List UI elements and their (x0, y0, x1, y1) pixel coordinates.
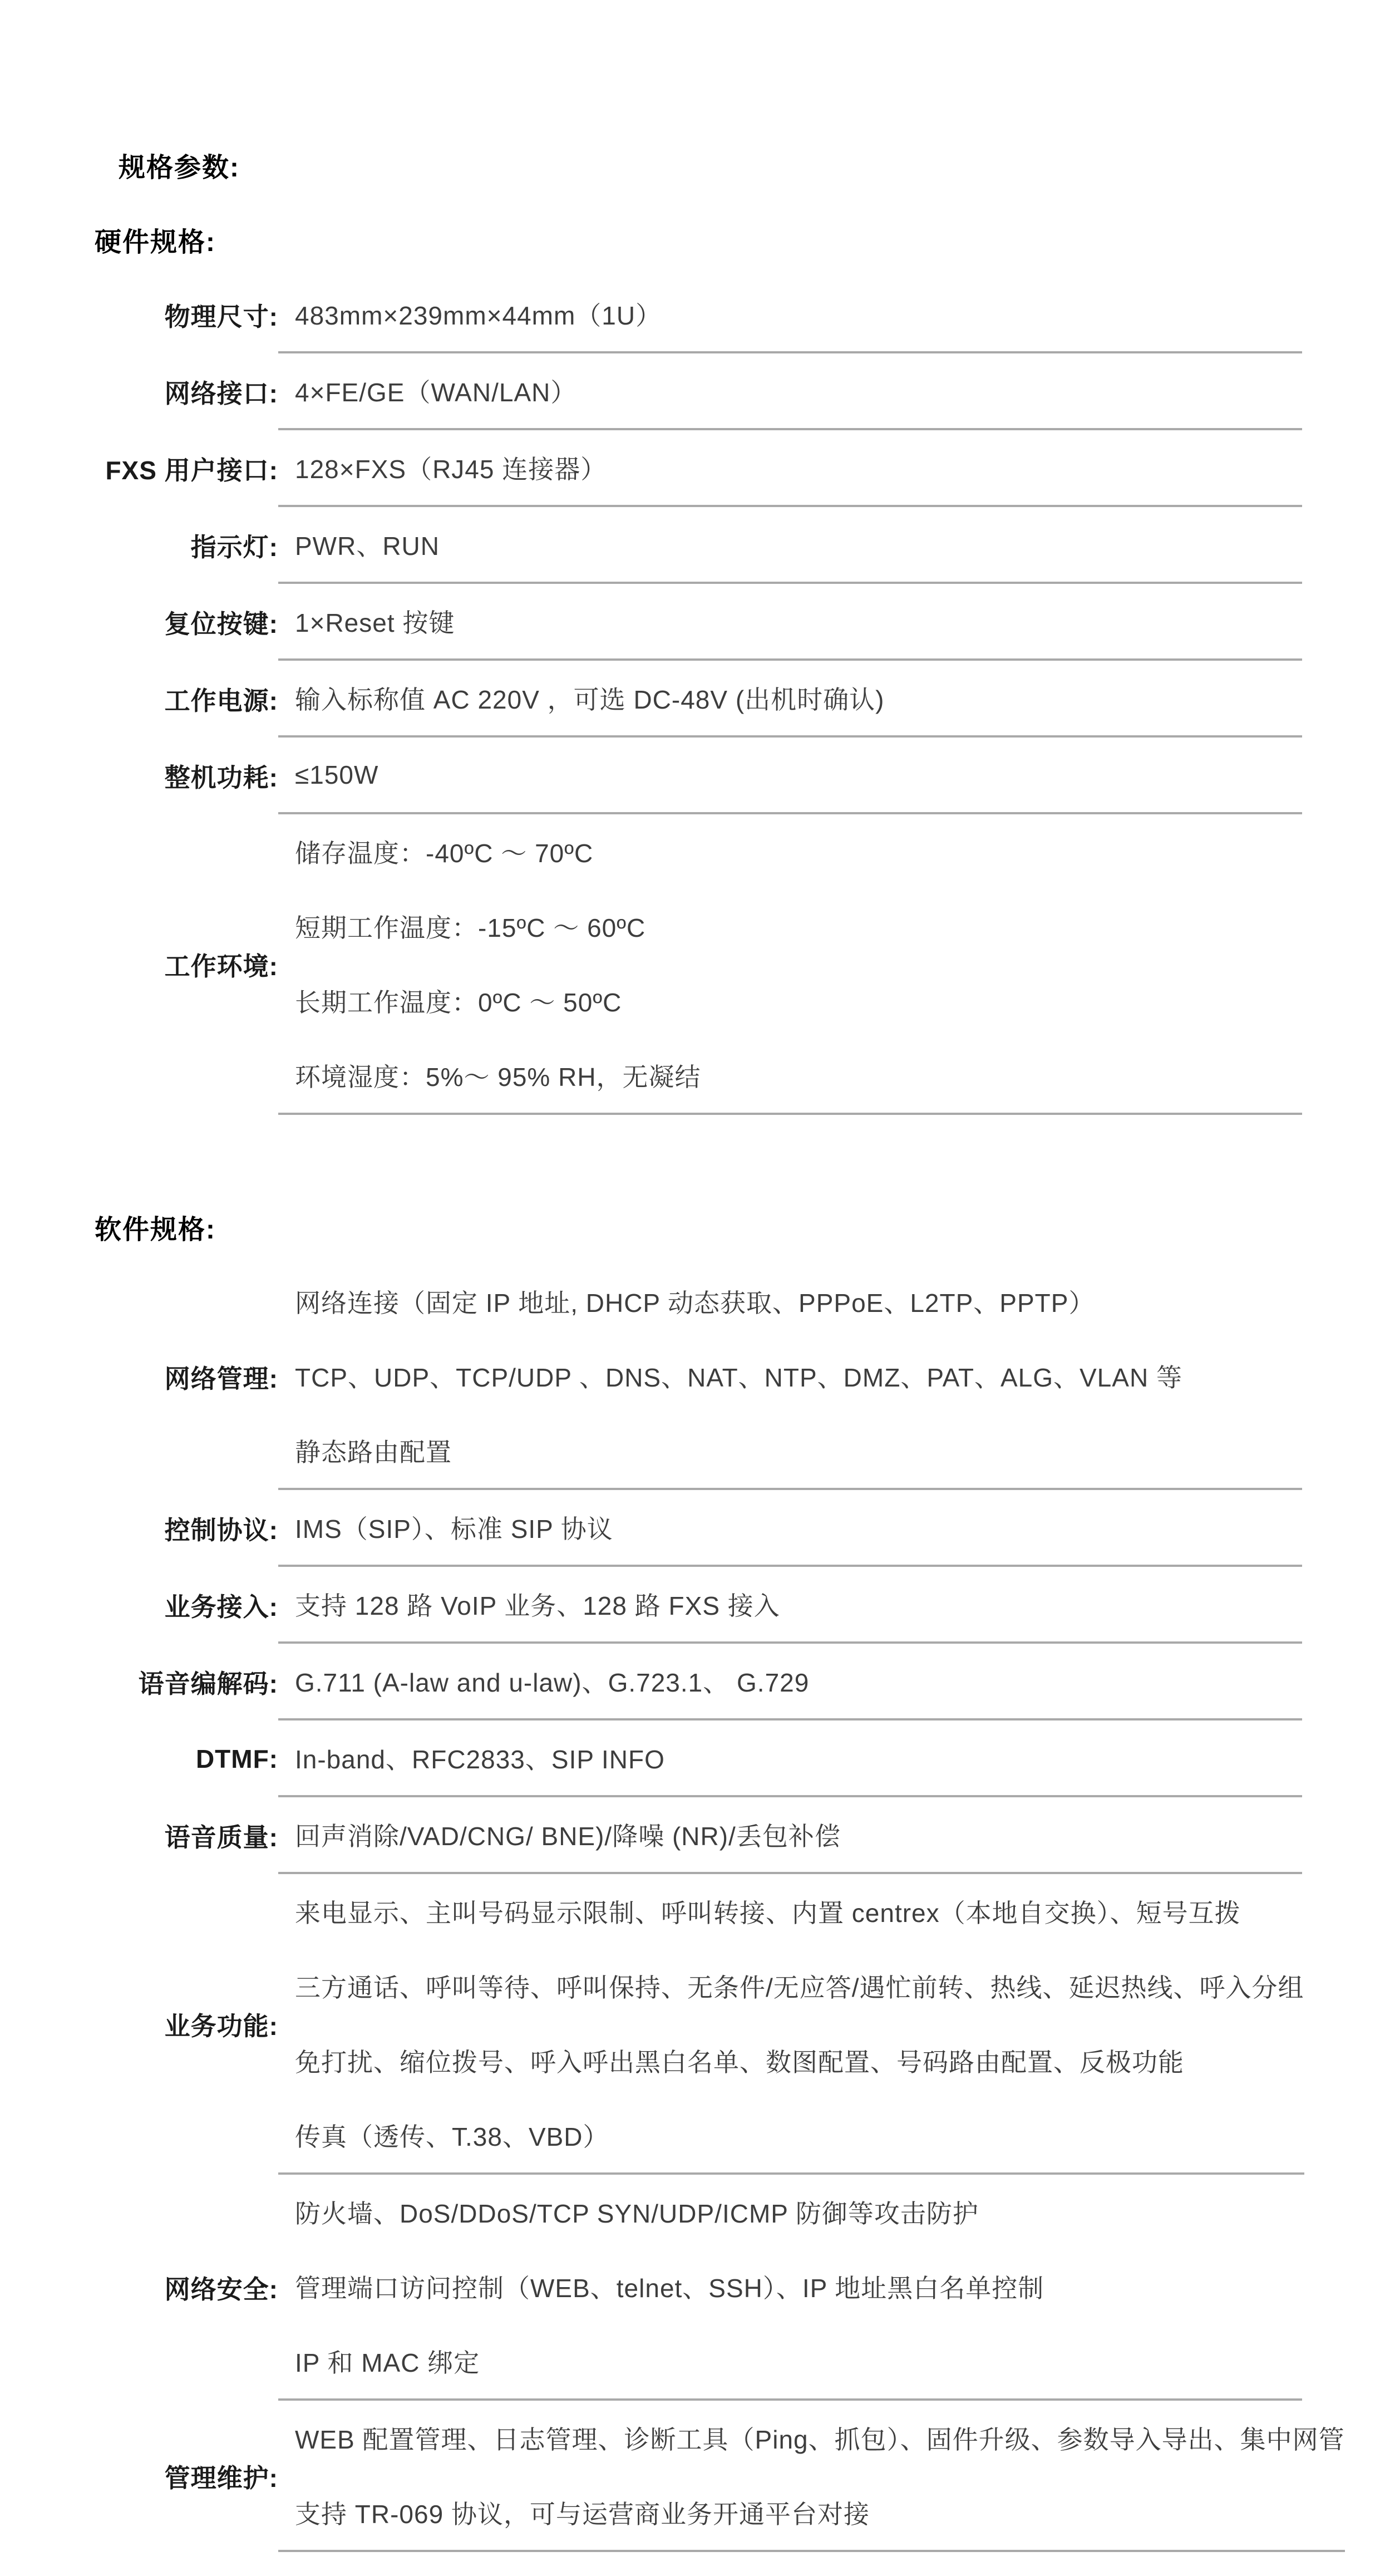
spec-label: 工作环境: (164, 952, 278, 981)
spec-value-line: 短期工作温度：-15ºC ～ 60ºC (295, 913, 646, 942)
spec-value-line: 支持 TR-069 协议，可与运营商业务开通平台对接 (295, 2500, 870, 2529)
spec-value-line: In-band、RFC2833、SIP INFO (295, 1745, 665, 1774)
spec-value-line: 储存温度：-40ºC ～ 70ºC (295, 839, 594, 868)
spec-value (278, 661, 1302, 738)
spec-value (278, 430, 1302, 507)
spec-row-power-consumption (0, 738, 1302, 814)
spec-value-line: 防火墙、DoS/DDoS/TCP SYN/UDP/ICMP 防御等攻击防护 (295, 2199, 979, 2228)
spec-row-service-features (0, 1874, 1302, 2175)
spec-value (278, 277, 1302, 353)
spec-value (278, 1797, 1302, 1874)
spec-row-voice-quality (0, 1797, 1302, 1874)
spec-label: 语音质量: (164, 1823, 278, 1852)
spec-value (278, 814, 1302, 1115)
spec-value-line: 来电显示、主叫号码显示限制、呼叫转接、内置 centrex（本地自交换）、短号互拨 (295, 1899, 1241, 1928)
spec-value-line: ≤150W (295, 760, 379, 789)
spec-value (278, 738, 1302, 814)
spec-label: 整机功耗: (164, 763, 278, 792)
spec-label: DTMF: (195, 1744, 278, 1773)
spec-value (278, 1490, 1302, 1567)
spec-value-line: 管理端口访问控制（WEB、telnet、SSH）、IP 地址黑白名单控制 (295, 2274, 1044, 2303)
spec-value-line: IP 和 MAC 绑定 (295, 2348, 480, 2377)
spec-value-line: 1×Reset 按键 (295, 608, 455, 637)
spec-label: 网络安全: (164, 2275, 278, 2304)
spec-value-line: TCP、UDP、TCP/UDP 、DNS、NAT、NTP、DMZ、PAT、ALG、VLAN 等 (295, 1363, 1182, 1392)
spec-row-network-management (0, 1264, 1302, 1490)
spec-value-line: 传真（透传、T.38、VBD） (295, 2122, 609, 2151)
spec-label: 业务功能: (164, 2012, 278, 2041)
spec-row-service-access (0, 1567, 1302, 1644)
spec-label: 复位按键: (164, 609, 278, 638)
spec-value-line: 免打扰、缩位拨号、呼入呼出黑白名单、数图配置、号码路由配置、反极功能 (295, 2048, 1184, 2077)
spec-label: 网络接口: (164, 379, 278, 408)
spec-label: 管理维护: (164, 2464, 278, 2493)
page-title: 规格参数: (119, 153, 240, 183)
spec-label: 控制协议: (164, 1516, 278, 1545)
spec-row-indicators (0, 507, 1302, 584)
spec-value-line: 环境湿度：5%～ 95% RH，无凝结 (295, 1063, 701, 1092)
software-spec-table (0, 1264, 1345, 2552)
spec-row-reset-button (0, 584, 1302, 661)
spec-value-line: 回声消除/VAD/CNG/ BNE)/降噪 (NR)/丢包补偿 (295, 1822, 841, 1851)
spec-value (278, 2401, 1345, 2552)
spec-label: 物理尺寸: (164, 302, 278, 331)
spec-value-line: 483mm×239mm×44mm（1U） (295, 301, 662, 330)
spec-row-network-interface (0, 353, 1302, 430)
spec-value (278, 1644, 1302, 1720)
spec-value-line: 输入标称值 AC 220V ，可选 DC-48V (出机时确认) (295, 685, 885, 714)
spec-value-line: PWR、RUN (295, 532, 440, 561)
spec-row-control-protocol (0, 1490, 1302, 1567)
spec-value-line: IMS（SIP）、标准 SIP 协议 (295, 1515, 613, 1543)
software-section-heading: 软件规格: (95, 1215, 216, 1245)
spec-value (278, 1874, 1304, 2175)
section-spacer (0, 1115, 1380, 1189)
spec-value (278, 353, 1302, 430)
spec-row-network-security (0, 2175, 1302, 2401)
spec-value (278, 2175, 1302, 2401)
spec-value-line: 网络连接（固定 IP 地址, DHCP 动态获取、PPPoE、L2TP、PPTP） (295, 1289, 1095, 1318)
spec-value-line: WEB 配置管理、日志管理、诊断工具（Ping、抓包）、固件升级、参数导入导出、集中网管 (295, 2425, 1345, 2454)
spec-row-power-supply (0, 661, 1302, 738)
spec-label: 指示灯: (190, 533, 278, 562)
spec-value-line: 128×FXS（RJ45 连接器） (295, 455, 607, 484)
spec-label: 语音编解码: (138, 1669, 278, 1698)
spec-label: FXS 用户接口: (105, 456, 278, 485)
hardware-spec-table (0, 277, 1302, 1115)
spec-value (278, 1720, 1302, 1797)
spec-label: 网络管理: (164, 1364, 278, 1393)
hardware-section-heading: 硬件规格: (95, 227, 216, 257)
spec-row-physical-size (0, 277, 1302, 353)
spec-value-line: 静态路由配置 (295, 1438, 452, 1467)
spec-label: 业务接入: (164, 1592, 278, 1621)
spec-value-line: G.711 (A-law and u-law)、G.723.1、 G.729 (295, 1668, 810, 1697)
spec-label: 工作电源: (164, 686, 278, 715)
spec-value-line: 支持 128 路 VoIP 业务、128 路 FXS 接入 (295, 1591, 780, 1620)
spec-value (278, 1264, 1302, 1490)
spec-row-management-maintenance (0, 2401, 1345, 2552)
spec-value (278, 584, 1302, 661)
spec-value-line: 长期工作温度：0ºC ～ 50ºC (295, 988, 622, 1017)
spec-value-line: 4×FE/GE（WAN/LAN） (295, 378, 577, 407)
spec-row-fxs-interface (0, 430, 1302, 507)
spec-row-operating-environment (0, 814, 1302, 1115)
spec-row-voice-codec (0, 1644, 1302, 1720)
spec-row-dtmf (0, 1720, 1302, 1797)
spec-value (278, 1567, 1302, 1644)
spec-value-line: 三方通话、呼叫等待、呼叫保持、无条件/无应答/遇忙前转、热线、延迟热线、呼入分组 (295, 1973, 1304, 2002)
spec-value (278, 507, 1302, 584)
